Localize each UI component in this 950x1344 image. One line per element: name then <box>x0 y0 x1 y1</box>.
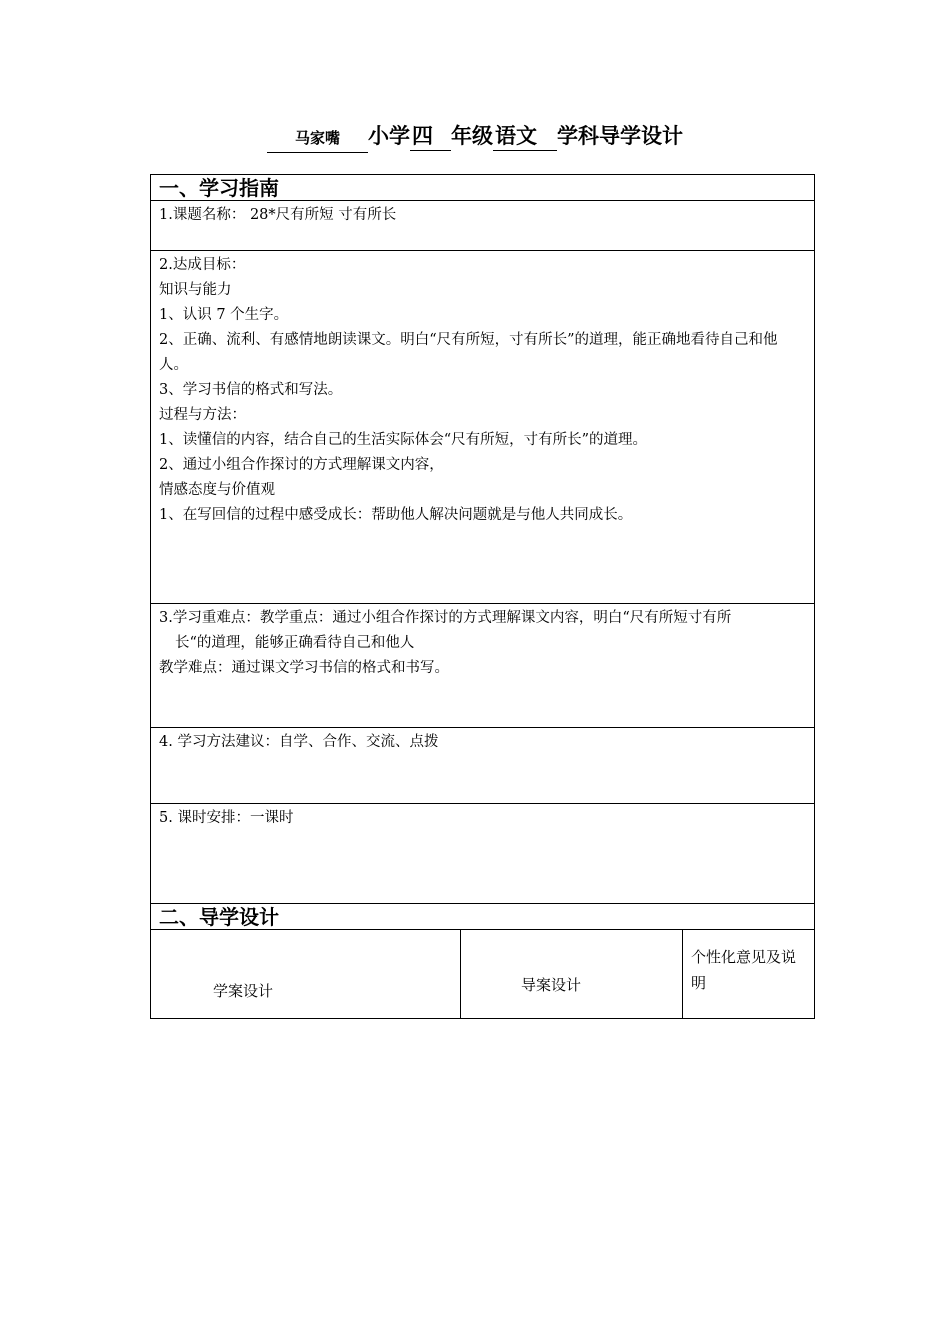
title-suffix: 学科导学设计 <box>557 124 683 148</box>
section1-heading: 一、学习指南 <box>151 175 814 201</box>
school-name: 马家嘴 <box>267 124 368 153</box>
process-item-1: 1、读懂信的内容，结合自己的生活实际体会“尺有所短，寸有所长”的道理。 <box>159 432 648 448</box>
difficulty-cell <box>151 604 814 728</box>
grade-value: 四 <box>410 122 451 151</box>
topic-cell <box>151 201 814 251</box>
schedule-cell <box>151 804 814 904</box>
knowledge-item-2: 2、正确、流利、有感情地朗读课文。明白“尺有所短，寸有所长”的道理，能正确地看待自己和他人。 <box>159 332 778 373</box>
difficulty-line-3: 教学难点：通过课文学习书信的格式和书写。 <box>159 660 449 676</box>
schedule-text: 5. 课时安排：一课时 <box>159 810 294 826</box>
subject-value: 语文 <box>493 122 557 151</box>
goals-label: 2.达成目标： <box>159 257 246 273</box>
knowledge-item-1: 1、认识 7 个生字。 <box>159 307 289 323</box>
process-item-2: 2、通过小组合作探讨的方式理解课文内容， <box>159 457 444 473</box>
goals-cell <box>151 251 814 604</box>
difficulty-line-1: 3.学习重难点：教学重点：通过小组合作探讨的方式理解课文内容，明白“尺有所短寸有所 <box>159 610 732 626</box>
section2-heading: 二、导学设计 <box>151 904 814 930</box>
process-label: 过程与方法： <box>159 407 246 423</box>
school-suffix: 小学 <box>368 124 410 148</box>
emotion-item-1: 1、在写回信的过程中感受成长：帮助他人解决问题就是与他人共同成长。 <box>159 507 633 523</box>
method-cell <box>151 728 814 804</box>
col-teacher-design <box>461 930 683 1018</box>
design-columns-row <box>151 930 814 1018</box>
col-student-design <box>151 930 461 1018</box>
difficulty-line-2: 长“的道理，能够正确看待自己和他人 <box>175 635 415 651</box>
emotion-label: 情感态度与价值观 <box>159 482 275 498</box>
guide-table <box>150 174 815 1019</box>
col-notes: 个性化意见及说明 <box>691 948 797 992</box>
knowledge-label: 知识与能力 <box>159 282 232 298</box>
page-title <box>0 122 950 153</box>
method-text: 4. 学习方法建议：自学、合作、交流、点拨 <box>159 734 439 750</box>
grade-suffix: 年级 <box>451 124 493 148</box>
col-teacher-design-label: 导案设计 <box>521 976 582 994</box>
col-student-design-label: 学案设计 <box>213 982 274 1000</box>
topic-text: 1.课题名称： 28*尺有所短 寸有所长 <box>159 207 397 223</box>
knowledge-item-3: 3、学习书信的格式和写法。 <box>159 382 343 398</box>
